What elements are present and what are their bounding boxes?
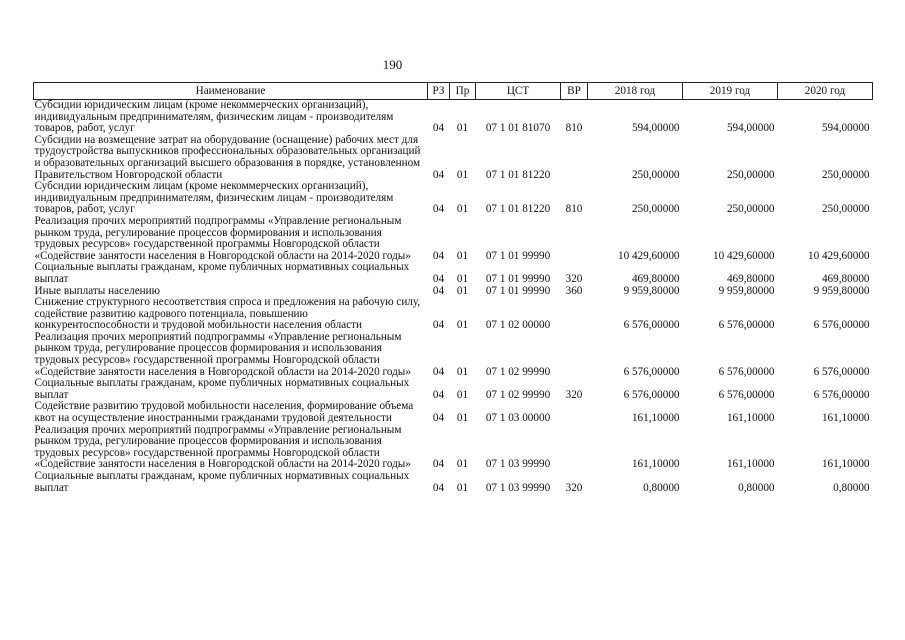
row-vr bbox=[561, 332, 588, 378]
row-name: Социальные выплаты гражданам, кроме публичных нормативных социальных выплат bbox=[34, 470, 410, 494]
row-cst: 07 1 01 99990 bbox=[485, 284, 551, 297]
row-vr: 360 bbox=[565, 284, 583, 297]
table-row bbox=[34, 332, 873, 378]
row-2020: 161,10000 bbox=[821, 412, 870, 425]
row-rz: 04 bbox=[432, 365, 445, 378]
table-row bbox=[34, 425, 873, 471]
header-name: Наименование bbox=[34, 83, 428, 100]
row-name: Субсидии юридическим лицам (кроме некоммерческих организаций), индивидуальным предпринимателям, физическим лицам - производителям товаров, работ, услуг bbox=[34, 180, 394, 216]
header-rz: РЗ bbox=[428, 83, 450, 100]
row-cst: 07 1 03 99990 bbox=[485, 481, 551, 494]
row-pr: 01 bbox=[456, 272, 469, 285]
row-rz: 04 bbox=[432, 122, 445, 135]
page-number: 190 bbox=[382, 57, 403, 72]
table-row bbox=[34, 297, 873, 332]
row-2020: 6 576,00000 bbox=[813, 388, 870, 401]
row-vr: 320 bbox=[565, 481, 583, 494]
row-2018: 594,00000 bbox=[631, 122, 680, 135]
row-2019: 9 959,80000 bbox=[718, 284, 775, 297]
row-pr: 01 bbox=[456, 168, 469, 181]
row-2020: 250,00000 bbox=[821, 168, 870, 181]
row-2018: 6 576,00000 bbox=[623, 365, 680, 378]
row-2020: 469,80000 bbox=[821, 272, 870, 285]
row-vr bbox=[561, 425, 588, 471]
row-2020: 6 576,00000 bbox=[813, 365, 870, 378]
row-pr: 01 bbox=[456, 481, 469, 494]
row-vr bbox=[561, 135, 588, 181]
row-cst: 07 1 01 99990 bbox=[485, 272, 551, 285]
row-2019: 0,80000 bbox=[738, 481, 775, 494]
table-row bbox=[34, 378, 873, 401]
row-name: Субсидии юридическим лицам (кроме некоммерческих организаций), индивидуальным предпринимателям, физическим лицам - производителям товаров, работ, услуг bbox=[34, 99, 394, 135]
row-rz: 04 bbox=[432, 458, 445, 471]
row-cst: 07 1 01 81220 bbox=[485, 203, 551, 216]
row-name: Субсидии на возмещение затрат на оборудование (оснащение) рабочих мест для трудоустройства выпускников профессиональных образовательных организаций и образовательных организаций высшего образования в порядке, установленном Правительством Новгородской области bbox=[34, 133, 421, 181]
row-2018: 6 576,00000 bbox=[623, 319, 680, 332]
row-cst: 07 1 01 99990 bbox=[485, 249, 551, 262]
row-rz: 04 bbox=[432, 272, 445, 285]
table-row bbox=[34, 216, 873, 262]
row-cst: 07 1 02 00000 bbox=[485, 319, 551, 332]
row-pr: 01 bbox=[456, 365, 469, 378]
row-2019: 6 576,00000 bbox=[718, 388, 775, 401]
row-2018: 161,10000 bbox=[631, 412, 680, 425]
row-cst: 07 1 01 81220 bbox=[485, 168, 551, 181]
row-2018: 161,10000 bbox=[631, 458, 680, 471]
row-name: Реализация прочих мероприятий подпрограммы «Управление региональным рынком труда, регулирование процессов формирования и использования трудовых ресурсов» государственной программы Новгородской области «Содействие занятости населения в Новгородской области на 2014-2020 годы» bbox=[34, 214, 411, 262]
row-2019: 469,80000 bbox=[726, 272, 775, 285]
header-cst: ЦСТ bbox=[476, 83, 561, 100]
row-2019: 161,10000 bbox=[726, 458, 775, 471]
row-2018: 9 959,80000 bbox=[623, 284, 680, 297]
row-name: Снижение структурного несоответствия спроса и предложения на рабочую силу, содействие развитию кадрового потенциала, повышению конкурентоспособности и трудовой мобильности населения области bbox=[34, 296, 421, 332]
row-2019: 594,00000 bbox=[726, 122, 775, 135]
row-cst: 07 1 03 00000 bbox=[485, 412, 551, 425]
row-pr: 01 bbox=[456, 203, 469, 216]
header-2020: 2020 год bbox=[778, 83, 873, 100]
header-2018: 2018 год bbox=[588, 83, 683, 100]
budget-table bbox=[33, 82, 873, 494]
table-row bbox=[34, 262, 873, 285]
row-2018: 10 429,60000 bbox=[617, 249, 680, 262]
row-pr: 01 bbox=[456, 284, 469, 297]
row-rz: 04 bbox=[432, 284, 445, 297]
row-2019: 250,00000 bbox=[726, 203, 775, 216]
row-2019: 250,00000 bbox=[726, 168, 775, 181]
row-2020: 594,00000 bbox=[821, 122, 870, 135]
table-row bbox=[34, 181, 873, 216]
table-row bbox=[34, 471, 873, 494]
row-name: Социальные выплаты гражданам, кроме публичных нормативных социальных выплат bbox=[34, 261, 410, 285]
row-2018: 469,80000 bbox=[631, 272, 680, 285]
row-rz: 04 bbox=[432, 388, 445, 401]
row-vr bbox=[561, 216, 588, 262]
row-2019: 6 576,00000 bbox=[718, 365, 775, 378]
row-rz: 04 bbox=[432, 249, 445, 262]
header-2019: 2019 год bbox=[683, 83, 778, 100]
row-vr: 320 bbox=[565, 388, 583, 401]
row-2019: 161,10000 bbox=[726, 412, 775, 425]
row-vr: 320 bbox=[565, 272, 583, 285]
header-vr: ВР bbox=[561, 83, 588, 100]
row-pr: 01 bbox=[456, 122, 469, 135]
table-row bbox=[34, 401, 873, 424]
row-pr: 01 bbox=[456, 249, 469, 262]
row-pr: 01 bbox=[456, 412, 469, 425]
row-name: Содействие развитию трудовой мобильности населения, формирование объема квот на осуществление иностранными гражданами трудовой деятельности bbox=[34, 400, 414, 425]
table-row bbox=[34, 135, 873, 181]
row-2020: 250,00000 bbox=[821, 203, 870, 216]
row-vr: 810 bbox=[565, 122, 583, 135]
row-2018: 250,00000 bbox=[631, 168, 680, 181]
header-pr: Пр bbox=[450, 83, 476, 100]
row-vr: 810 bbox=[565, 203, 583, 216]
table-row bbox=[34, 100, 873, 135]
row-name: Социальные выплаты гражданам, кроме публичных нормативных социальных выплат bbox=[34, 377, 410, 401]
table-header-row bbox=[34, 83, 873, 100]
row-name: Иные выплаты населению bbox=[34, 284, 160, 297]
row-2020: 6 576,00000 bbox=[813, 319, 870, 332]
row-pr: 01 bbox=[456, 388, 469, 401]
row-rz: 04 bbox=[432, 168, 445, 181]
row-cst: 07 1 02 99990 bbox=[485, 365, 551, 378]
row-2020: 0,80000 bbox=[833, 481, 870, 494]
row-2020: 161,10000 bbox=[821, 458, 870, 471]
row-2020: 9 959,80000 bbox=[813, 284, 870, 297]
row-rz: 04 bbox=[432, 481, 445, 494]
row-cst: 07 1 01 81070 bbox=[485, 122, 551, 135]
row-pr: 01 bbox=[456, 319, 469, 332]
row-2020: 10 429,60000 bbox=[807, 249, 870, 262]
row-2018: 250,00000 bbox=[631, 203, 680, 216]
row-2019: 6 576,00000 bbox=[718, 319, 775, 332]
row-vr bbox=[561, 401, 588, 424]
row-pr: 01 bbox=[456, 458, 469, 471]
row-rz: 04 bbox=[432, 412, 445, 425]
row-2018: 6 576,00000 bbox=[623, 388, 680, 401]
row-2018: 0,80000 bbox=[643, 481, 680, 494]
row-vr bbox=[561, 297, 588, 332]
row-rz: 04 bbox=[432, 319, 445, 332]
row-2019: 10 429,60000 bbox=[712, 249, 775, 262]
row-cst: 07 1 02 99990 bbox=[485, 388, 551, 401]
row-rz: 04 bbox=[432, 203, 445, 216]
row-cst: 07 1 03 99990 bbox=[485, 458, 551, 471]
row-name: Реализация прочих мероприятий подпрограммы «Управление региональным рынком труда, регулирование процессов формирования и использования трудовых ресурсов» государственной программы Новгородской области «Содействие занятости населения в Новгородской области на 2014-2020 годы» bbox=[34, 423, 411, 471]
row-name: Реализация прочих мероприятий подпрограммы «Управление региональным рынком труда, регулирование процессов формирования и использования трудовых ресурсов» государственной программы Новгородской области «Содействие занятости населения в Новгородской области на 2014-2020 годы» bbox=[34, 330, 411, 378]
